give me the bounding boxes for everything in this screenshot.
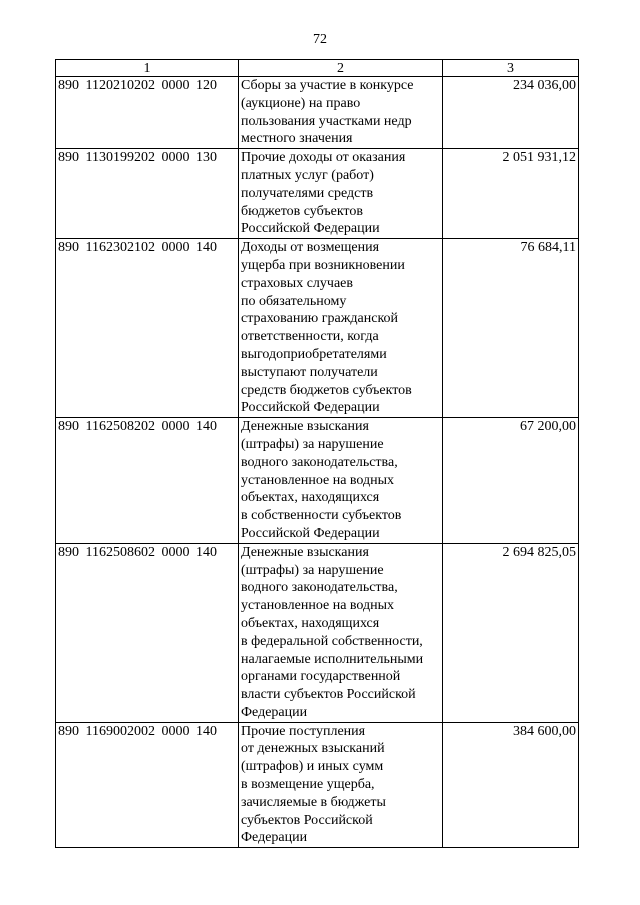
- revenue-name-cell: [239, 722, 443, 848]
- revenue-name-line: водного законодательства,: [241, 454, 398, 470]
- revenue-name-line: по обязательному: [241, 293, 347, 309]
- revenue-name-line: органами государственной: [241, 669, 401, 685]
- revenue-name-line: в федеральной собственности,: [241, 633, 423, 649]
- budget-code-cell: 890 1162302102 0000 140: [56, 239, 239, 418]
- amount-cell: 2 694 825,05: [443, 543, 579, 722]
- revenue-name-line: ответственности, когда: [241, 329, 379, 345]
- revenue-name-line: Российской Федерации: [241, 400, 380, 416]
- revenue-name-line: (аукционе) на право: [241, 95, 361, 111]
- table-row: [56, 722, 579, 848]
- revenue-name-line: средств бюджетов субъектов: [241, 382, 412, 398]
- revenue-name-cell: [239, 418, 443, 544]
- revenue-name-line: Сборы за участие в конкурсе: [241, 78, 414, 93]
- revenue-name-line: в возмещение ущерба,: [241, 777, 375, 793]
- revenue-name-cell: [239, 543, 443, 722]
- page-number: 72: [313, 32, 327, 47]
- table-row: [56, 77, 579, 149]
- amount-cell: 2 051 931,12: [443, 149, 579, 239]
- revenue-name-line: платных услуг (работ): [241, 167, 374, 183]
- revenue-name-line: установленное на водных: [241, 472, 395, 488]
- revenue-name-line: Федерации: [241, 830, 308, 846]
- revenue-name-line: (штрафы) за нарушение: [241, 562, 384, 578]
- revenue-name-line: установленное на водных: [241, 598, 395, 614]
- revenue-name-line: (штрафов) и иных сумм: [241, 759, 384, 775]
- revenue-name-line: Доходы от возмещения: [241, 240, 380, 256]
- table-row: [56, 543, 579, 722]
- revenue-name-line: субъектов Российской: [241, 812, 373, 828]
- revenue-name-line: Денежные взыскания: [241, 419, 369, 435]
- table-row: [56, 418, 579, 544]
- table-row: [56, 239, 579, 418]
- revenue-table: [55, 59, 579, 848]
- revenue-name-line: Российской Федерации: [241, 221, 380, 237]
- revenue-name-line: от денежных взысканий: [241, 741, 385, 757]
- budget-code-cell: 890 1162508602 0000 140: [56, 543, 239, 722]
- header-col-1: 1: [56, 60, 239, 77]
- revenue-name-line: Прочие поступления: [241, 723, 366, 739]
- revenue-name-line: бюджетов субъектов: [241, 203, 363, 219]
- revenue-name-line: объектах, находящихся: [241, 615, 380, 631]
- revenue-name-cell: [239, 77, 443, 149]
- revenue-name-line: получателями средств: [241, 185, 374, 201]
- amount-cell: 67 200,00: [443, 418, 579, 544]
- revenue-name-cell: [239, 239, 443, 418]
- amount-cell: 76 684,11: [443, 239, 579, 418]
- revenue-name-line: налагаемые исполнительными: [241, 651, 424, 667]
- revenue-name-line: Российской Федерации: [241, 525, 380, 541]
- revenue-name-line: Федерации: [241, 704, 308, 720]
- revenue-name-line: выступают получатели: [241, 364, 378, 380]
- budget-code-cell: 890 1130199202 0000 130: [56, 149, 239, 239]
- revenue-name-line: водного законодательства,: [241, 580, 398, 596]
- budget-code-cell: 890 1169002002 0000 140: [56, 722, 239, 848]
- revenue-name-line: Прочие доходы от оказания: [241, 150, 406, 166]
- table-body: [56, 77, 579, 848]
- amount-cell: 384 600,00: [443, 722, 579, 848]
- revenue-name-line: (штрафы) за нарушение: [241, 436, 384, 452]
- revenue-name-line: выгодоприобретателями: [241, 346, 387, 362]
- revenue-name-line: местного значения: [241, 131, 353, 147]
- revenue-name-line: власти субъектов Российской: [241, 687, 416, 703]
- revenue-name-line: в собственности субъектов: [241, 508, 402, 524]
- revenue-name-cell: [239, 149, 443, 239]
- revenue-name-line: Денежные взыскания: [241, 544, 369, 560]
- table-header: [56, 60, 579, 77]
- budget-code-cell: 890 1162508202 0000 140: [56, 418, 239, 544]
- revenue-name-line: ущерба при возникновении: [241, 257, 405, 273]
- revenue-name-line: зачисляемые в бюджеты: [241, 794, 386, 810]
- revenue-name-line: страхованию гражданской: [241, 311, 399, 327]
- revenue-name-line: объектах, находящихся: [241, 490, 380, 506]
- amount-cell: 234 036,00: [443, 77, 579, 149]
- revenue-name-line: страховых случаев: [241, 275, 353, 291]
- budget-code-cell: 890 1120210202 0000 120: [56, 77, 239, 149]
- header-col-2: 2: [239, 60, 443, 77]
- revenue-name-line: пользования участками недр: [241, 113, 412, 129]
- header-col-3: 3: [443, 60, 579, 77]
- table-row: [56, 149, 579, 239]
